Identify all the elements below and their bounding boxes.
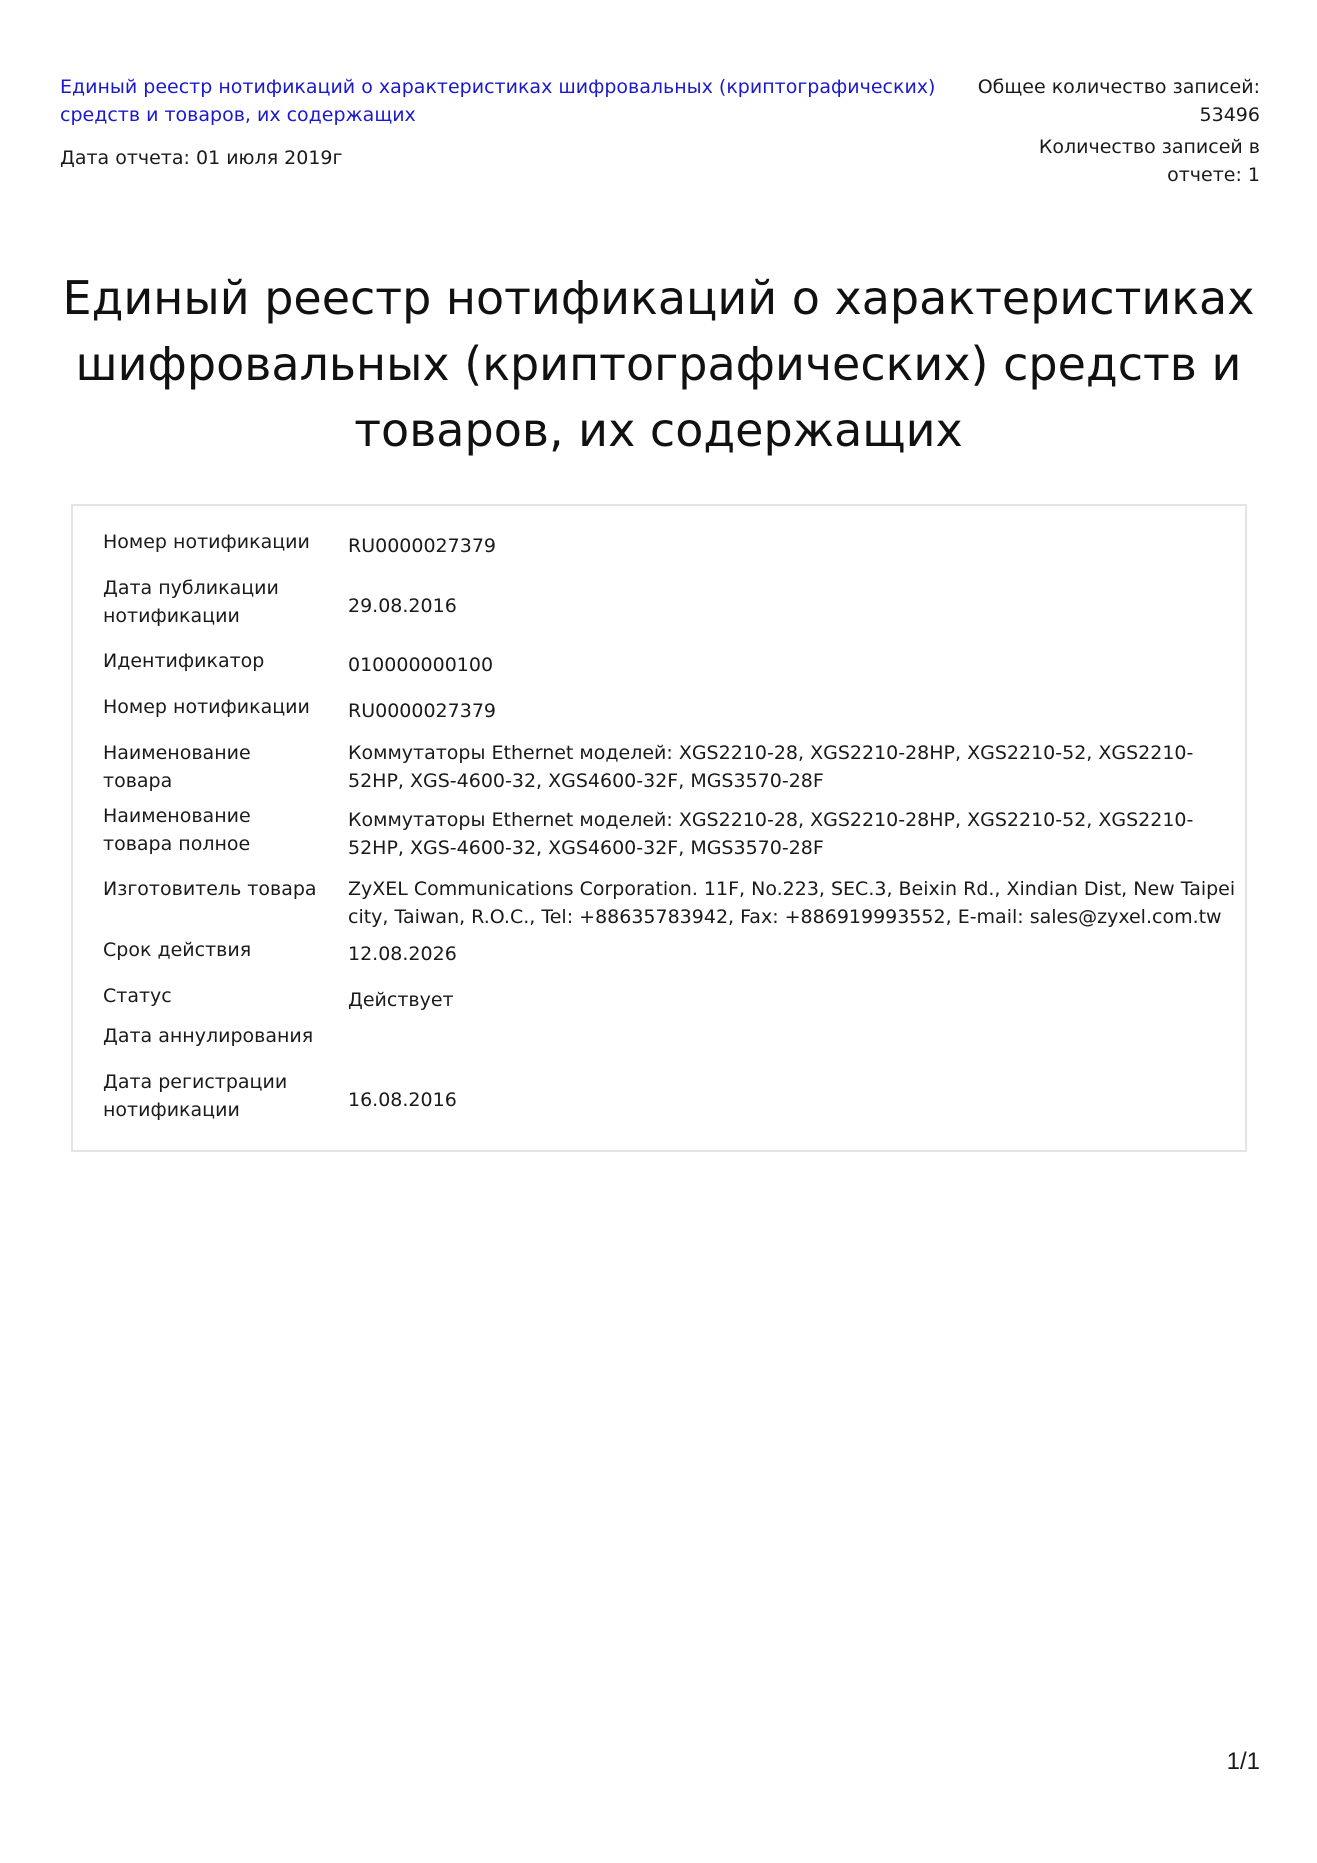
field-label: Дата аннулирования xyxy=(103,1025,314,1047)
field-value: 12.08.2026 xyxy=(348,943,457,965)
field-label: Срок действия xyxy=(103,939,252,961)
page-title: Единый реестр нотификаций о характеристиках шифровальных (криптографических) средств и товаров, их содержащих xyxy=(62,271,1255,457)
field-label: Идентификатор xyxy=(103,650,265,672)
field-value: Коммутаторы Ethernet моделей: XGS2210-28, XGS2210-28HP, XGS2210-52, XGS2210-52HP, XGS-4600-32, XGS4600-32F, MGS3570-28F xyxy=(348,742,1194,792)
field-value: RU0000027379 xyxy=(348,535,496,557)
field-label: Изготовитель товара xyxy=(103,878,317,900)
field-value: ZyXEL Communications Corporation. 11F, No.223, SEC.3, Beixin Rd., Xindian Dist, New Taipei city, Taiwan, R.O.C., Tel: +88635783942, Fax: +886919993552, E-mail: sales@zyxel.com.tw xyxy=(348,878,1236,928)
field-value: 29.08.2016 xyxy=(348,595,457,617)
field-label: Статус xyxy=(103,985,172,1007)
field-label: Номер нотификации xyxy=(103,696,310,718)
field-label: Наименование товара xyxy=(103,742,251,792)
field-label: Номер нотификации xyxy=(103,531,310,553)
field-label: Наименование товара полное xyxy=(103,805,251,855)
page-number: 1/1 xyxy=(1226,1748,1260,1775)
report-date: Дата отчета: 01 июля 2019г xyxy=(60,147,343,169)
field-label: Дата публикации нотификации xyxy=(103,577,279,627)
total-records-label: Общее количество записей: xyxy=(977,76,1260,98)
status-value: Действует xyxy=(348,989,454,1011)
field-value: Коммутаторы Ethernet моделей: XGS2210-28, XGS2210-28HP, XGS2210-52, XGS2210-52HP, XGS-4600-32, XGS4600-32F, MGS3570-28F xyxy=(348,809,1194,859)
report-records-label: Количество записей в xyxy=(1038,136,1260,158)
notification-record-card xyxy=(71,504,1247,1152)
field-value: 010000000100 xyxy=(348,654,494,676)
report-records-value: отчете: 1 xyxy=(1167,164,1260,186)
total-records-value: 53496 xyxy=(1199,104,1260,126)
field-label: Дата регистрации нотификации xyxy=(103,1071,288,1121)
field-value: 16.08.2016 xyxy=(348,1089,457,1111)
field-value: RU0000027379 xyxy=(348,700,496,722)
registry-link[interactable]: Единый реестр нотификаций о характеристиках шифровальных (криптографических) средств и товаров, их содержащих xyxy=(60,76,936,126)
record-counts xyxy=(960,73,1260,189)
